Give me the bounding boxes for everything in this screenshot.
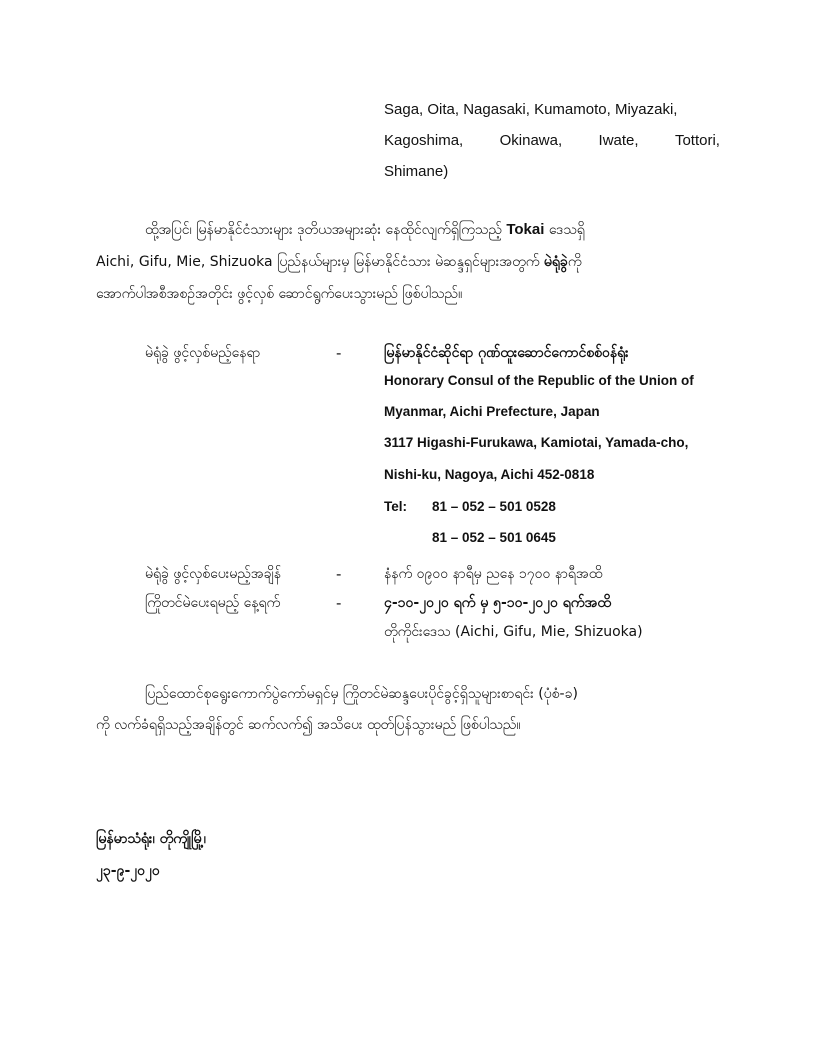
prefecture-item: Tottori, <box>674 132 720 149</box>
signature-date: ၂၃-၉-၂၀၂၀ <box>96 863 160 879</box>
sub-polling-station-label: မဲရုံခွဲ <box>543 254 568 270</box>
hours-label: မဲရုံခွဲ ဖွင့်လှစ်ပေးမည့်အချိန် <box>145 566 281 582</box>
venue-address-line-2: Nishi-ku, Nagoya, Aichi 452-0818 <box>384 467 595 482</box>
venue-label: မဲရုံခွဲ ဖွင့်လှစ်မည့်နေရာ <box>145 345 261 361</box>
dates-dash: - <box>336 594 342 612</box>
prefecture-item: Okinawa, <box>499 132 563 149</box>
dates-label: ကြိုတင်မဲပေးရမည့် နေ့ရက် <box>145 595 281 611</box>
intro-paragraph-line-3: အောက်ပါအစီအစဉ်အတိုင်း ဖွင့်လှစ် ဆောင်ရွက်ပေးသွားမည် ဖြစ်ပါသည်။ <box>96 286 463 302</box>
prefecture-item: Kagoshima, <box>384 132 464 149</box>
intro-text: ဒေသရှိ <box>544 222 585 238</box>
venue-name-en-line-2: Myanmar, Aichi Prefecture, Japan <box>384 404 600 419</box>
dates-region: တိုကိုင်းဒေသ (Aichi, Gifu, Mie, Shizuoka) <box>384 624 643 640</box>
tel-number-2: 81 – 052 – 501 0645 <box>432 530 556 545</box>
intro-text: Aichi, Gifu, Mie, Shizuoka ပြည်နယ်များမှ မြန်မာနိုင်ငံသား မဲဆန္ဒရှင်များအတွက် <box>96 254 544 270</box>
prefecture-list-line-3: Shimane) <box>384 163 449 180</box>
tokai-label: Tokai <box>506 221 545 238</box>
hours-value: နံနက် ၀၉၀၀ နာရီမှ ညနေ ၁၇၀၀ နာရီအထိ <box>384 566 603 582</box>
venue-name-myanmar: မြန်မာနိုင်ငံဆိုင်ရာ ဂုဏ်ထူးဆောင်ကောင်စစ်ဝန်ရုံး <box>384 345 629 361</box>
tel-label: Tel: <box>384 499 407 514</box>
tel-number-1: 81 – 052 – 501 0528 <box>432 499 556 514</box>
venue-dash: - <box>336 344 342 362</box>
intro-paragraph-line-2 <box>96 249 582 275</box>
intro-text: ကို <box>567 254 582 270</box>
closing-paragraph-line-1: ပြည်ထောင်စုရွေးကောက်ပွဲကော်မရှင်မှ ကြိုတင်မဲဆန္ဒပေးပိုင်ခွင့်ရှိသူများစာရင်း (ပုံစံ-ခ) <box>145 686 578 702</box>
intro-text: ထို့အပြင်၊ မြန်မာနိုင်ငံသားများ ဒုတိယအများဆုံး နေထိုင်လျက်ရှိကြသည့် <box>145 222 507 238</box>
hours-dash: - <box>336 565 342 583</box>
prefecture-item: Iwate, <box>598 132 639 149</box>
venue-address-line-1: 3117 Higashi-Furukawa, Kamiotai, Yamada-cho, <box>384 435 689 450</box>
venue-name-en-line-1: Honorary Consul of the Republic of the Union of <box>384 373 694 388</box>
prefecture-list-line-2 <box>384 132 720 149</box>
dates-value: ၄-၁၀-၂၀၂၀ ရက် မှ ၅-၁၀-၂၀၂၀ ရက်အထိ <box>384 595 611 611</box>
signature-place: မြန်မာသံရုံး၊ တိုကျိုမြို့၊ <box>96 831 206 847</box>
intro-paragraph-line-1 <box>145 217 585 243</box>
prefecture-list-line-1: Saga, Oita, Nagasaki, Kumamoto, Miyazaki, <box>384 101 678 118</box>
closing-paragraph-line-2: ကို လက်ခံရရှိသည့်အချိန်တွင် ဆက်လက်၍ အသိပေး ထုတ်ပြန်သွားမည် ဖြစ်ပါသည်။ <box>96 717 521 733</box>
